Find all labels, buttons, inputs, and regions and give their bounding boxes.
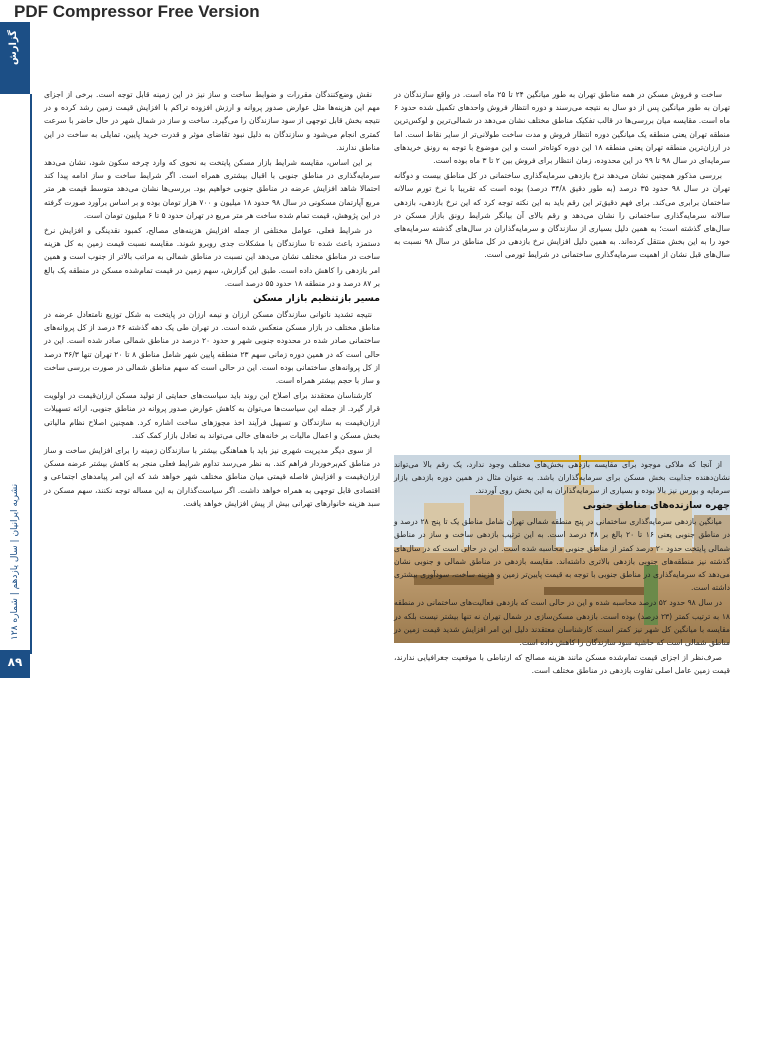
paragraph: بررسی مذکور همچنین نشان می‌دهد نرخ بازدهی سرمایه‌گذاری ساختمانی در کل مناطق بیست و دوگانه تهران در سال ۹۸ حدود ۳۵ درصد (به طور دقیق ۳۴/۸ درصد) بوده است که تقریبا با نرخ تورم سالانه ساختمان برابری می‌کند. برای فهم دقیق‌تر این رقم باید به این نکته توجه کرد که این نرخ بازدهی، بازدهی سالانه سرمایه‌گذاری ساختمانی را نشان می‌دهد و رقم بالای آن بیانگر شرایط رونق بازار مسکن در سال‌های گذشته است؛ به همین دلیل بسیاری از سازندگان و سرمایه‌گذاران در سال‌های گذشته سرمایه‌های خود را به این بخش منتقل کرده‌اند. به همین دلیل افزایش نرخ بازدهی در کل مناطق در سال ۹۸ نسبت به سال‌های قبل نشان از اهمیت سرمایه‌گذاری ساختمانی در شرایط تورمی است. [394,171,730,260]
section-label: گزارش [8,30,19,66]
paragraph: نقش وضع‌کنندگان مقررات و ضوابط ساخت و ساز نیز در این زمینه قابل توجه است. برخی از اجزای مهم این هزینه‌ها مثل عوارض صدور پروانه و ارزش افزوده تراکم با افزایش قیمت زمین رشد کرده و در نتیجه بخش قابل توجهی از سود سازندگان را می‌گیرد. ساخت و ساز در شمال شهر در حال حاضر با سرعت کمتری انجام می‌شود و سازندگان به دلیل نبود تقاضای موثر و قدرت خرید پایین، تمایلی به ساخت در این مناطق ندارند. [44,90,380,152]
pdf-compressor-watermark: PDF Compressor Free Version [14,2,260,21]
paragraph: از سوی دیگر مدیریت شهری نیز باید با هماهنگی بیشتر با سازندگان زمینه را برای افزایش ساخت و ساز در مناطق کم‌برخوردار فراهم کند. به نظر می‌رسد تداوم شرایط فعلی منجر به کاهش بیشتر عرضه مسکن ارزان‌قیمت و افزایش فاصله قیمتی میان مناطق مختلف شهر خواهد شد که این امر پیامدهای اجتماعی و اقتصادی قابل توجهی به همراه خواهد داشت. اگر سیاست‌گذاران به این مساله توجه نکنند، سهم مسکن در سبد هزینه خانوارهای تهرانی بیش از پیش افزایش خواهد یافت. [44,446,380,508]
paragraph: در شرایط فعلی، عوامل مختلفی از جمله افزایش هزینه‌های مصالح، کمبود نقدینگی و افزایش نرخ دستمزد باعث شده تا سازندگان با مشکلات جدی روبرو شوند. مقایسه نسبت قیمت زمین به کل هزینه ساخت در مناطق مختلف نشان می‌دهد این نسبت در مناطق شمالی به مراتب بالاتر از جنوب است و همین امر بازدهی را کاهش داده است. طبق این گزارش، سهم زمین در قیمت تمام‌شده مسکن در منطقه یک بالغ بر ۸۷ درصد و در منطقه ۱۸ حدود ۵۵ درصد است. [44,226,380,288]
right-text-column [394,88,730,680]
paragraph: بر این اساس، مقایسه شرایط بازار مسکن پایتخت به نحوی که وارد چرخه سکون شود، نشان می‌دهد سرمایه‌گذاری در مناطق جنوبی با اقبال بیشتری همراه است. اگر شرایط ساخت و ساز ادامه پیدا کند احتمالا شاهد افزایش عرضه در مناطق جنوبی خواهیم بود. بررسی‌ها نشان می‌دهد متوسط قیمت هر متر مربع آپارتمان مسکونی در سال ۹۸ حدود ۱۸ میلیون و ۷۰۰ هزار تومان بوده و بر اساس برآورد صورت گرفته در این پژوهش، قیمت تمام شده ساخت هر متر مربع در تهران حدود ۵ تا ۶ میلیون تومان است. [44,158,380,220]
paragraph: میانگین بازدهی سرمایه‌گذاری ساختمانی در پنج منطقه شمالی تهران شامل مناطق یک تا پنج ۲۸ درصد و در مناطق جنوبی یعنی ۱۶ تا ۲۰ بالغ بر ۴۸ درصد است. به این ترتیب بازدهی ساخت و ساز در مناطق شمالی پایتخت حدود ۲۰ درصد کمتر از مناطق جنوبی محاسبه شده است. این در حالی است که در سال‌های گذشته نیز منطقه‌های جنوبی بازدهی بالاتری داشته‌اند. مقایسه بازدهی در مناطق شمالی و جنوبی نشان می‌دهد که سرمایه‌گذاری در مناطق جنوبی با توجه به قیمت پایین‌تر زمین و هزینه ساخت، سودآوری بیشتری داشته است. [394,517,731,593]
paragraph: کارشناسان معتقدند برای اصلاح این روند باید سیاست‌های حمایتی از تولید مسکن ارزان‌قیمت در اولویت قرار گیرد. از جمله این سیاست‌ها می‌توان به کاهش عوارض صدور پروانه در مناطق جنوبی، ارائه تسهیلات ارزان‌قیمت به سازندگان و تسهیل فرآیند اخذ مجوزهای ساخت اشاره کرد. همچنین اصلاح نظام مالیاتی بخش مسکن و اعمال مالیات بر خانه‌های خالی می‌تواند به تعادل بازار کمک کند. [44,391,380,440]
section-heading: چهره سازنده‌های مناطق جنوبی [582,500,730,512]
paragraph: ساخت و فروش مسکن در همه مناطق تهران به طور میانگین ۲۴ تا ۲۵ ماه است. در واقع سازندگان در تهران به طور میانگین پس از دو سال به نتیجه می‌رسند و دوره انتظار فروش واحدهای تکمیل شده حدود ۶ ماه است. مقایسه میان بررسی‌ها در قالب تفکیک مناطق مختلف نشان می‌دهد در شمالی‌ترین و لوکس‌ترین منطقه تهران یعنی منطقه یک میانگین دوره انتظار فروش و مدت ساخت طولانی‌تر از سایر نقاط است. اما در ارزان‌ترین منطقه تهران یعنی منطقه ۱۸ این دوره کوتاه‌تر است و این موضوع با توجه به رونق خریدهای سرمایه‌ای در سال ۹۸ تا ۹۹ در این محدوده، زمان انتظار برای فروش بین ۲ تا ۳ ماه بوده است. [394,90,730,166]
issue-info: نشریه ایرانیان | سال یازدهم | شماره ۱۲۸ [10,483,20,640]
paragraph: در سال ۹۸ حدود ۵۲ درصد محاسبه شده و این در حالی است که بازدهی فعالیت‌های ساختمانی در منطقه ۱۸ به ترتیب کمتر (۲۳ درصد) بوده است. بازدهی مسکن‌سازی در شمال تهران نه تنها بیشتر نیست بلکه در مقایسه با میانگین کل شهر نیز کمتر است. کارشناسان معتقدند دلیل این امر افزایش شدید قیمت زمین در مناطق شمالی است که حاشیه سود سازندگان را کاهش داده است. [394,598,730,648]
paragraph: نتیجه تشدید ناتوانی سازندگان مسکن ارزان و نیمه ارزان در پایتخت به شکل توزیع نامتعادل عرضه در مناطق مختلف در بازار مسکن منعکس شده است. در تهران طی یک دهه گذشته ۴۶ درصد از کل پروانه‌های ساختمانی صادر شده در محدوده جنوبی شهر و حدود ۲۰ درصد در مناطق شمالی صادر شده است. این در حالی است که در همین دوره زمانی سهم ۲۳ منطقه پایین شهر شامل مناطق ۸ تا ۲۰ تهران تنها ۳۶/۳ درصد از کل پروانه‌های ساختمانی بوده است. این در حالی است که سهم مناطق شمالی در صورت بررسی ساخت و ساز با حجم بیشتر همراه است. [44,310,381,386]
page-number: ۸۹ [7,655,23,669]
left-text-column [44,88,380,512]
paragraph: از آنجا که ملاکی موجود برای مقایسه بازدهی بخش‌های مختلف وجود ندارد، یک رقم بالا می‌تواند نشان‌دهنده جذابیت بخش مسکن برای سرمایه‌گذاران باشد. به عنوان مثال در همین دوره بازدهی بازار سرمایه و بورس نیز بالا بوده و بسیاری از سرمایه‌گذاران به این بخش روی آوردند. [394,459,730,496]
sidebar-divider [30,94,32,654]
paragraph: صرف‌نظر از اجزای قیمت تمام‌شده مسکن مانند هزینه مصالح که ارتباطی با موقعیت جغرافیایی ندارند، قیمت زمین عامل اصلی تفاوت بازدهی در مناطق مختلف است. [394,653,730,676]
section-heading: مسیر بازتنظیم بازار مسکن [253,293,380,305]
photo-spacer [394,264,730,458]
